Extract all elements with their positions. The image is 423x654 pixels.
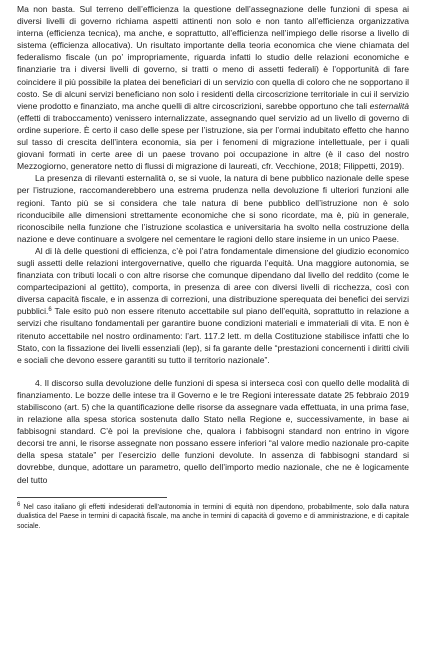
text-run: La presenza di rilevanti esternalità o, se si vuole, la natura di bene pubblico nazionale delle spese per l’istruzione, raccomanderebbero una estrema prudenza nella devoluzione fi ulteriori funzioni alle regioni. Tanto più se si considera che tale natura di bene pubblico dell’istruzione non è solo riconducibile alle dimensioni strettamente economiche che si sono ricordate, ma è, più in generale, riconoscibile nella funzione che l’istruzione scolastica e universitaria ha svolto nella costruzione della nazione e deve continuare a svolgere nel cementare le ragioni dello stare insieme in un unico Paese. — [17, 173, 409, 244]
italic-term: esternalità — [369, 100, 409, 111]
text-run: Al di là delle questioni di efficienza, c’è poi l’atra fondamentale dimensione del giudizio economico sugli assetti delle relazioni intergovernative, quello che riguarda l’equità. Una maggiore autonomia, se finanziata con tributi locali o con altre risorse che comunque dipendano dal livello del reddito (come le compartecipazioni al gettito), comporta, in presenza di aree con diversi livelli di ricchezza, così con diversa capacità fiscale, e in assenza di correzioni, una distribuzione sperequata dei benefici dei servizi pubblici. — [17, 245, 409, 317]
body-text — [17, 3, 409, 486]
text-run: Ma non basta. Sul terreno dell’efficienza la questione dell’assegnazione delle funzioni di spesa ai diversi livelli di governo richiama aspetti attinenti non solo e non tanto all’efficienza organizzativa interna (efficienza tecnica), ma anche, e soprattutto, all’efficienza nell’impiego delle risorse a livello di sistema (efficienza allocativa). Un risultato importante della teoria economica che viene chiamata del federalismo fiscale (un po’ impropriamente, riguarda infatti lo studio delle relazioni economiche e finanziarie tra i diversi livelli di governo, si tratti o meno di assetti federali) è l’opportunità di fare coincidere il più possibile la platea dei beneficiari di un servizio con quella di coloro che ne sopportano il costo. Se di alcuni servizi beneficiano non solo i residenti della circoscrizione territoriale in cui il servizio viene prodotto e finanziato, ma anche quelli di altre circoscrizioni, sarebbe opportuno che tali — [17, 4, 409, 111]
footnote — [17, 503, 409, 532]
footnote-separator — [17, 497, 167, 498]
footnote-marker: 6 — [17, 501, 21, 508]
footnote-ref: 6 — [48, 307, 52, 314]
paragraph-p4 — [17, 377, 409, 486]
footnote-text: Nel caso italiano gli effetti indesiderati dell’autonomia in termini di equità non dipendono, probabilmente, solo dalla natura dualistica del Paese in termini di capacità fiscale, ma anche in termini di capacità di governo e di amministrazione, e di capitale sociale. — [17, 503, 409, 530]
text-run: Tale esito può non essere ritenuto accettabile sul piano dell’equità, soprattutto in relazione a servizi che risultano fondamentali per garantire buone condizioni materiali e immateriali di vita. E non è ritenuto accettabile nel nostro ordinamento: l’art. 117.2 lett. m della Costituzione stabilisce infatti che lo Stato, con la fissazione dei livelli essenziali (lep), si fa garante delle “prestazioni concernenti i diritti civili e sociali che devono essere garantiti su tutto il territorio nazionale”. — [17, 306, 409, 365]
footnote-6 — [17, 503, 409, 532]
paragraph-p2 — [17, 172, 409, 245]
section-gap — [17, 366, 409, 377]
paragraph-p1 — [17, 3, 409, 172]
paragraph-p3 — [17, 245, 409, 366]
text-run: (effetti di traboccamento) venissero internalizzate, assegnando quel servizio ad un livello di governo di ordine superiore. È certo il caso delle spese per l’istruzione, sia per l’ormai indubitato effetto che hanno sul tasso di crescita dell’intera economia, sia per i fenomeni di migrazione intellettuale, per i quali giovani formati in certe aree di un paese trovano poi occupazione in altre (è il caso del nostro Mezzogiorno, generatore netto di flussi di migrazione di laureati, cfr. Vecchione, 2018; Filippetti, 2019). — [17, 112, 409, 172]
text-run: 4. Il discorso sulla devoluzione delle funzioni di spesa si interseca così con quello delle modalità di finanziamento. Le bozze delle intese tra il Governo e le tre Regioni interessate datate 25 febbraio 2019 stabiliscono (art. 5) che la quantificazione delle risorse da assegnare vada effettuata, in una prima fase, in relazione alla spesa storica sostenuta dallo Stato nella Regione e, successivamente, in base ai fabbisogni standard. C’è poi la previsione che, qualora i fabbisogni standard non entrino in vigore decorsi tre anni, le risorse assegnate non possano essere inferiori “al valore medio nazionale pro-capite della spesa statale” per l’esercizio delle funzioni devolute. In assenza di fabbisogni standard si dovrebbe, dunque, adottare un parametro, quello dell’importo medio nazionale, che ne è logicamente del tutto — [17, 377, 409, 485]
